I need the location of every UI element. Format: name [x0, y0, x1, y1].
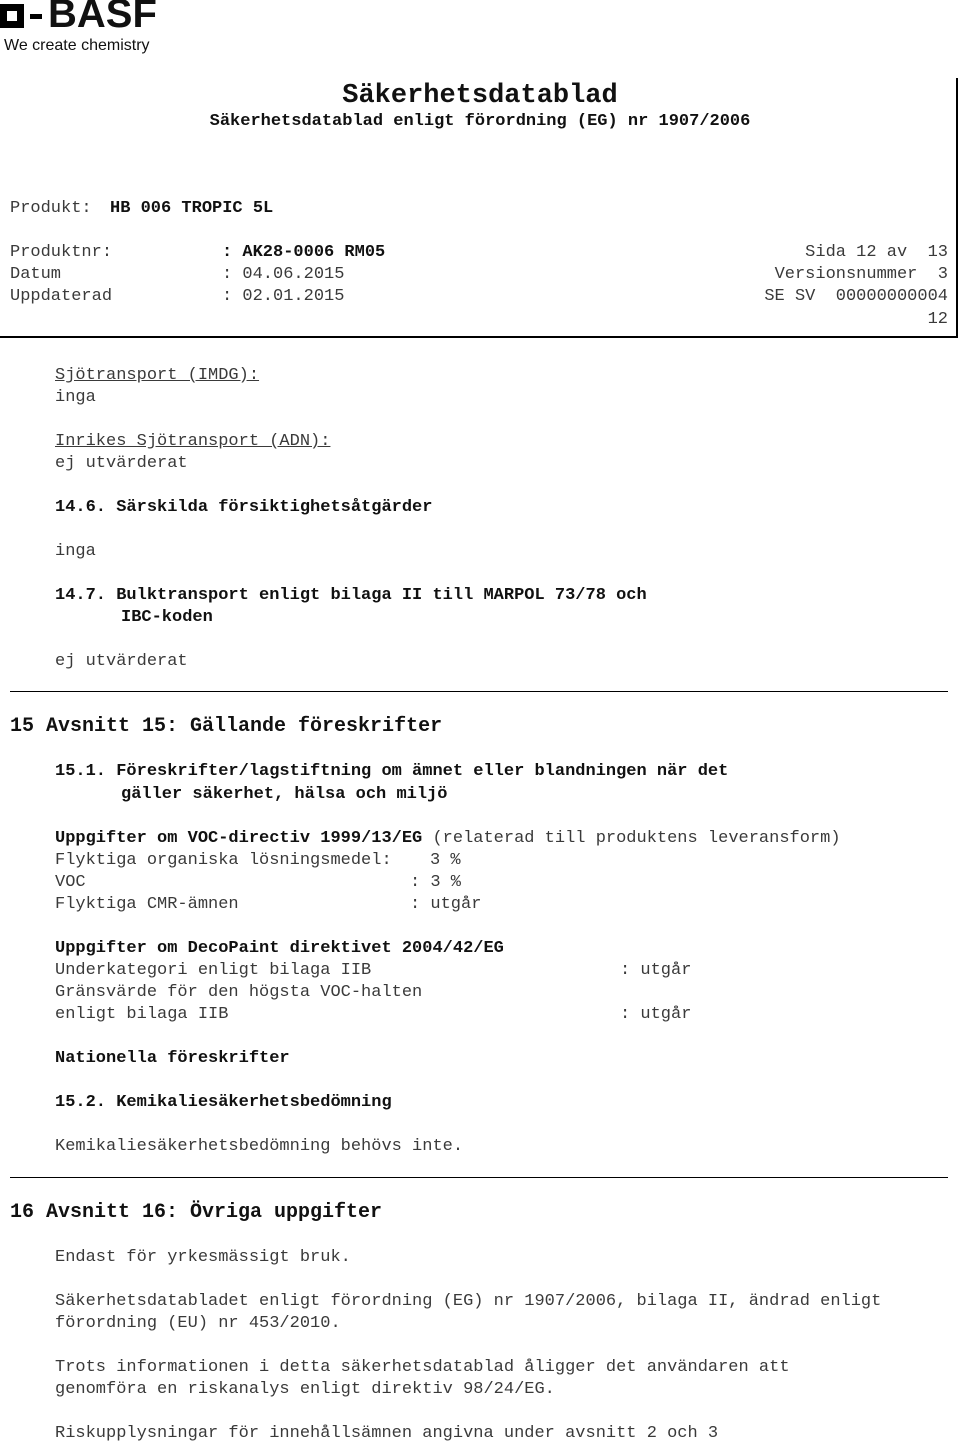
- decopaint-heading: Uppgifter om DecoPaint direktivet 2004/42/EG: [55, 939, 504, 958]
- paragraph-1: Endast för yrkesmässigt bruk.: [55, 1248, 351, 1267]
- uppdaterad-value: : 02.01.2015: [222, 287, 345, 306]
- section-16-heading: 16 Avsnitt 16: Övriga uppgifter: [10, 1201, 383, 1224]
- section-15-2-value: Kemikaliesäkerhetsbedömning behövs inte.: [55, 1137, 464, 1156]
- doc-code-line2: 12: [927, 310, 948, 329]
- doc-code: SE SV 00000000004: [764, 287, 948, 306]
- product-value: HB 006 TROPIC 5L: [110, 199, 274, 218]
- section-14-7-heading-line1: 14.7. Bulktransport enligt bilaga II till MARPOL 73/78 och: [55, 586, 647, 605]
- voc-heading-bold: Uppgifter om VOC-directiv 1999/13/EG: [55, 829, 423, 848]
- datum-label: Datum: [10, 265, 62, 284]
- voc-heading-rest: (relaterad till produktens leveransform): [422, 829, 841, 848]
- paragraph-2-line2: förordning (EU) nr 453/2010.: [55, 1314, 341, 1333]
- imdg-value: inga: [55, 388, 96, 407]
- decopaint-row-2-label-line1: Gränsvärde för den högsta VOC-halten: [55, 983, 423, 1002]
- logo-dash-icon: [30, 14, 42, 19]
- section-divider: [10, 1177, 948, 1178]
- logo-brand-text: BASF: [48, 0, 157, 36]
- decopaint-row-1-label: Underkategori enligt bilaga IIB: [55, 961, 372, 980]
- section-15-1-heading-line2: gäller säkerhet, hälsa och miljö: [121, 785, 448, 804]
- document-subtitle: Säkerhetsdatablad enligt förordning (EG) nr 1907/2006: [209, 112, 751, 131]
- national-regulations-heading: Nationella föreskrifter: [55, 1049, 290, 1068]
- logo-tagline: We create chemistry: [4, 37, 150, 54]
- page-info: Sida 12 av 13: [805, 243, 948, 262]
- voc-row-1-label: Flyktiga organiska lösningsmedel:: [55, 851, 392, 870]
- decopaint-row-2-value: : utgår: [620, 1005, 692, 1024]
- paragraph-3-line1: Trots informationen i detta säkerhetsdatablad åligger det användaren att: [55, 1358, 790, 1377]
- section-15-1-heading-line1: 15.1. Föreskrifter/lagstiftning om ämnet eller blandningen när det: [55, 762, 729, 781]
- adn-value: ej utvärderat: [55, 454, 188, 473]
- decopaint-row-2-label-line2: enligt bilaga IIB: [55, 1005, 229, 1024]
- paragraph-2-line1: Säkerhetsdatabladet enligt förordning (EG) nr 1907/2006, bilaga II, ändrad enligt: [55, 1292, 882, 1311]
- logo-square-icon: [0, 4, 24, 28]
- section-14-6-value: inga: [55, 542, 96, 561]
- voc-row-1-value: 3 %: [430, 851, 461, 870]
- product-label: Produkt:: [10, 199, 92, 218]
- section-14-6-heading: 14.6. Särskilda försiktighetsåtgärder: [55, 498, 433, 517]
- voc-heading: [55, 828, 841, 850]
- voc-row-3-value: : utgår: [410, 895, 482, 914]
- section-14-7-heading-line2: IBC-koden: [121, 608, 213, 627]
- decopaint-row-1-value: : utgår: [620, 961, 692, 980]
- paragraph-4: Riskupplysningar för innehållsämnen angivna under avsnitt 2 och 3: [55, 1424, 719, 1443]
- paragraph-3-line2: genomföra en riskanalys enligt direktiv 98/24/EG.: [55, 1380, 555, 1399]
- voc-row-3-label: Flyktiga CMR-ämnen: [55, 895, 239, 914]
- voc-row-2-value: : 3 %: [410, 873, 462, 892]
- section-14-7-value: ej utvärderat: [55, 652, 188, 671]
- version-info: Versionsnummer 3: [774, 265, 948, 284]
- uppdaterad-label: Uppdaterad: [10, 287, 113, 306]
- productnr-label: Produktnr:: [10, 243, 113, 262]
- section-15-heading: 15 Avsnitt 15: Gällande föreskrifter: [10, 715, 443, 738]
- datum-value: : 04.06.2015: [222, 265, 345, 284]
- voc-row-2-label: VOC: [55, 873, 86, 892]
- section-15-2-heading: 15.2. Kemikaliesäkerhetsbedömning: [55, 1093, 392, 1112]
- adn-heading: Inrikes Sjötransport (ADN):: [55, 432, 331, 451]
- section-divider: [10, 691, 948, 692]
- productnr-value: : AK28-0006 RM05: [222, 243, 386, 262]
- imdg-heading: Sjötransport (IMDG):: [55, 366, 260, 385]
- document-title: Säkerhetsdatablad: [342, 81, 618, 111]
